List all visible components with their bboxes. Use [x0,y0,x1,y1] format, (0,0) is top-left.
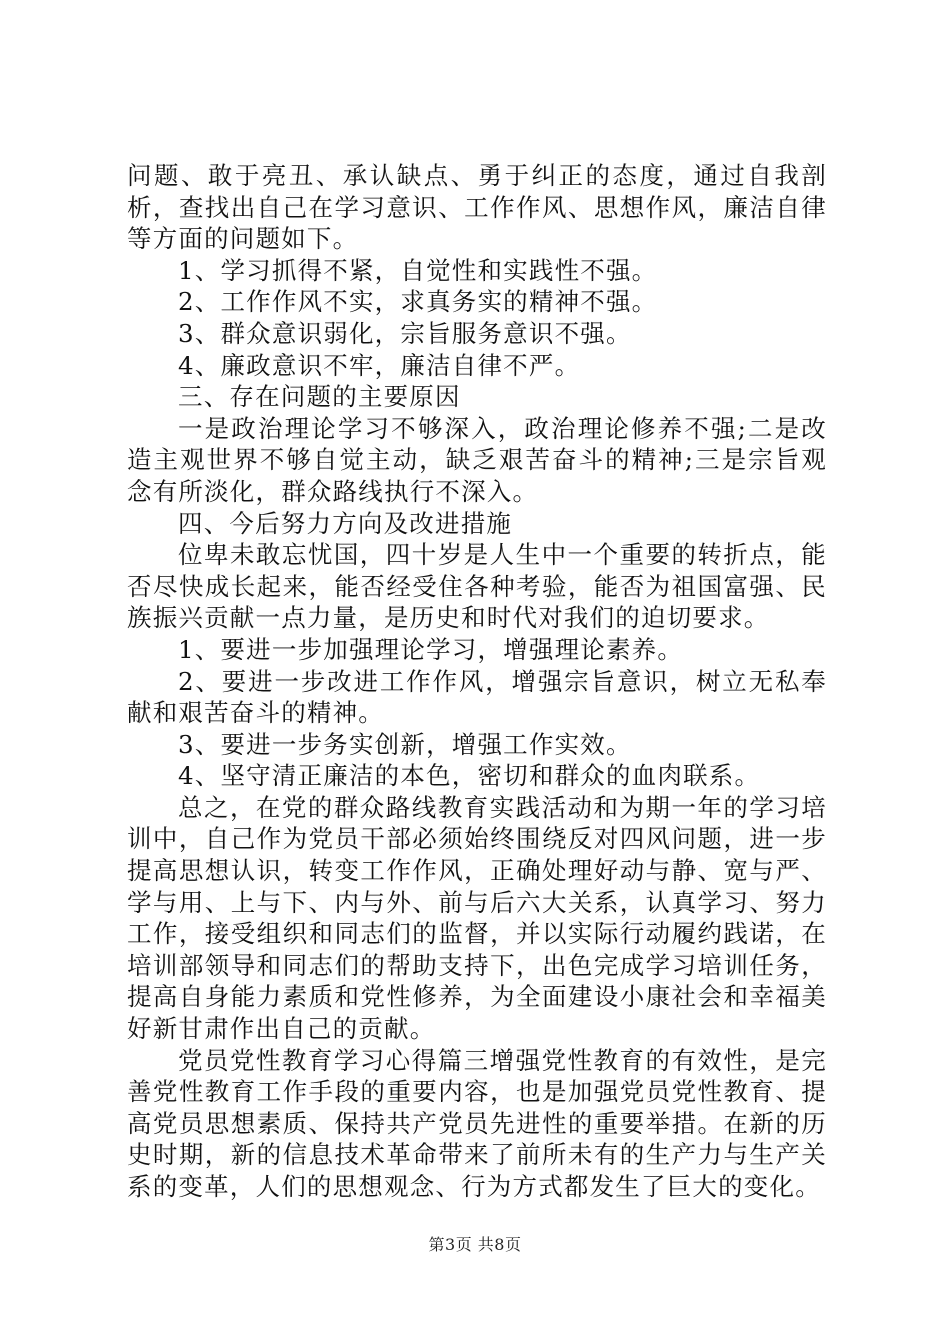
list-item: 3、要进一步务实创新，增强工作实效。 [178,729,632,759]
paragraph: 党员党性教育学习心得篇三增强党性教育的有效性，是完善党性教育工作手段的重要内容，也是加强党员党性教育、提高党员思想素质、保持共产党员先进性的重要举措。在新的历史时期，新的信息技术革命带来了前所未有的生产力与生产关系的变革，人们的思想观念、行为方式都发生了巨大的变化。 [127,1045,827,1201]
list-item: 4、廉政意识不牢，廉洁自律不严。 [178,350,581,380]
paragraph: 问题、敢于亮丑、承认缺点、勇于纠正的态度，通过自我剖析，查找出自己在学习意识、工作作风、思想作风，廉洁自律等方面的问题如下。 [127,161,827,254]
document-body [127,160,827,1203]
list-item: 2、工作作风不实，求真务实的精神不强。 [178,287,658,317]
paragraph: 位卑未敢忘忧国，四十岁是人生中一个重要的转折点，能否尽快成长起来，能否经受住各种考验，能否为祖国富强、民族振兴贡献一点力量，是历史和时代对我们的迫切要求。 [127,540,827,633]
paragraph: 一是政治理论学习不够深入，政治理论修养不强;二是改造主观世界不够自觉主动，缺乏艰苦奋斗的精神;三是宗旨观念有所淡化，群众路线执行不深入。 [127,413,827,506]
list-item: 1、要进一步加强理论学习，增强理论素养。 [178,634,684,664]
page-number: 第3页 共8页 [428,1235,522,1254]
list-item: 4、坚守清正廉洁的本色，密切和群众的血肉联系。 [178,761,761,791]
section-heading: 三、存在问题的主要原因 [178,382,461,412]
list-item: 3、群众意识弱化，宗旨服务意识不强。 [178,318,632,348]
section-heading: 四、今后努力方向及改进措施 [178,508,513,538]
list-item: 1、学习抓得不紧，自觉性和实践性不强。 [178,255,658,285]
paragraph: 总之，在党的群众路线教育实践活动和为期一年的学习培训中，自己作为党员干部必须始终围绕反对四风问题，进一步提高思想认识，转变工作作风，正确处理好动与静、宽与严、学与用、上与下、内与外、前与后六大关系，认真学习、努力工作，接受组织和同志们的监督，并以实际行动履约践诺，在培训部领导和同志们的帮助支持下，出色完成学习培训任务，提高自身能力素质和党性修养，为全面建设小康社会和幸福美好新甘肃作出自己的贡献。 [127,792,827,1044]
list-item: 2、要进一步改进工作作风，增强宗旨意识，树立无私奉献和艰苦奋斗的精神。 [127,666,827,728]
